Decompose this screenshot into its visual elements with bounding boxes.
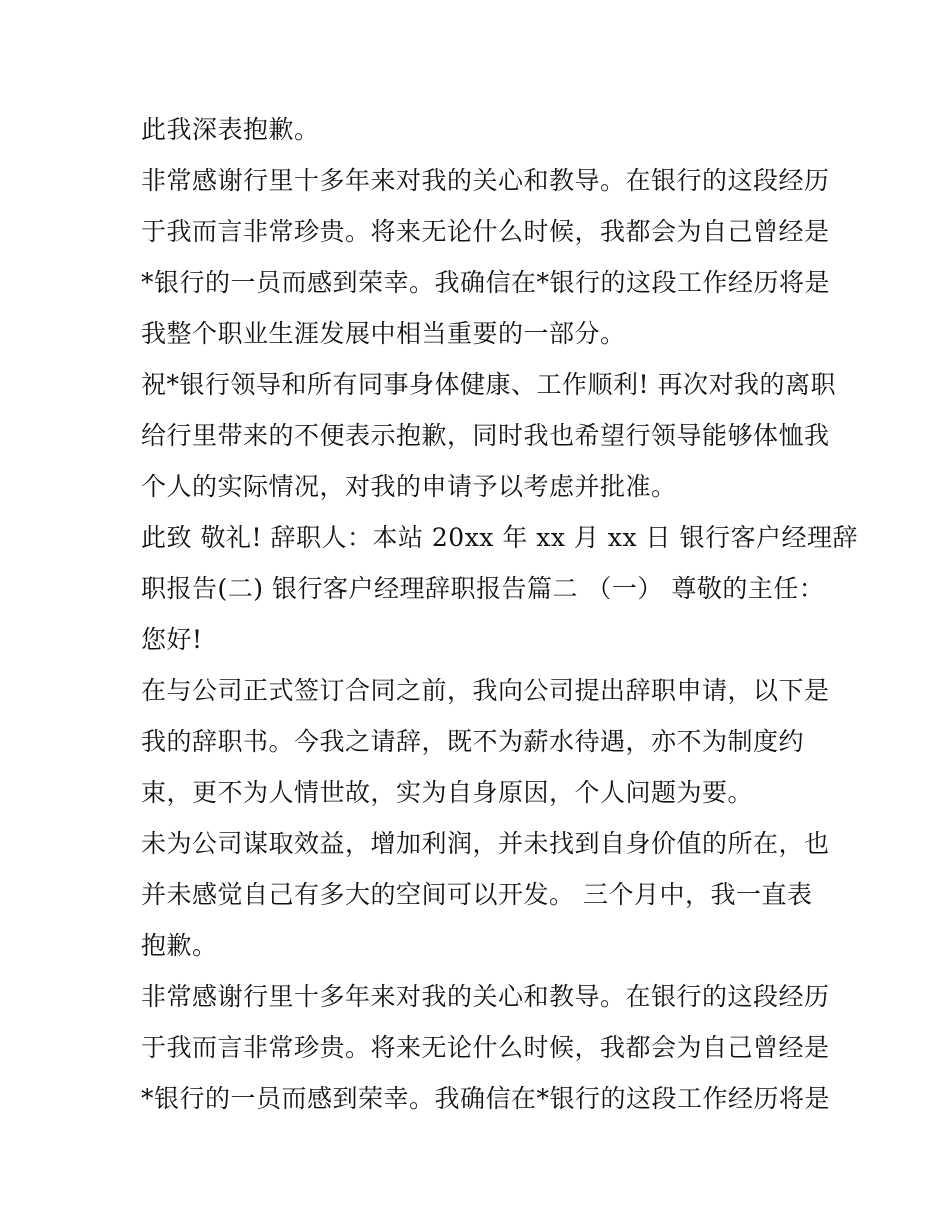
text-line: 并未感觉自己有多大的空间可以开发。 三个月中，我一直表 <box>141 880 813 909</box>
text-line: 祝*银行领导和所有同事身体健康、工作顺利! 再次对我的离职 <box>141 370 836 399</box>
text-line: 个人的实际情况，对我的申请予以考虑并批准。 <box>141 472 677 501</box>
text-line: 给行里带来的不便表示抱歉，同时我也希望行领导能够体恤我 <box>141 421 830 450</box>
text-line: 非常感谢行里十多年来对我的关心和教导。在银行的这段经历 <box>141 982 830 1011</box>
text-line: 非常感谢行里十多年来对我的关心和教导。在银行的这段经历 <box>141 166 830 195</box>
text-line: *银行的一员而感到荣幸。我确信在*银行的这段工作经历将是 <box>141 268 831 297</box>
text-line: 职报告(二) 银行客户经理辞职报告篇二 （一） 尊敬的主任： <box>141 574 825 603</box>
text-line: 束，更不为人情世故，实为自身原因，个人问题为要。 <box>141 778 754 807</box>
text-line: 在与公司正式签订合同之前，我向公司提出辞职申请，以下是 <box>141 676 830 705</box>
text-line: 未为公司谋取效益，增加利润，并未找到自身价值的所在，也 <box>141 829 830 858</box>
document-body <box>141 108 858 1128</box>
text-line: 我的辞职书。今我之请辞，既不为薪水待遇，亦不为制度约 <box>141 727 805 756</box>
text-line: 于我而言非常珍贵。将来无论什么时候，我都会为自己曾经是 <box>141 1033 830 1062</box>
text-line: *银行的一员而感到荣幸。我确信在*银行的这段工作经历将是 <box>141 1084 831 1113</box>
text-line: 于我而言非常珍贵。将来无论什么时候，我都会为自己曾经是 <box>141 217 830 246</box>
text-line: 此我深表抱歉。 <box>141 115 320 144</box>
text-line: 此致 敬礼! 辞职人：本站 20xx 年 xx 月 xx 日 银行客户经理辞 <box>141 523 858 552</box>
text-line: 您好! <box>141 625 203 654</box>
text-line: 我整个职业生涯发展中相当重要的一部分。 <box>141 319 626 348</box>
text-line: 抱歉。 <box>141 931 218 960</box>
